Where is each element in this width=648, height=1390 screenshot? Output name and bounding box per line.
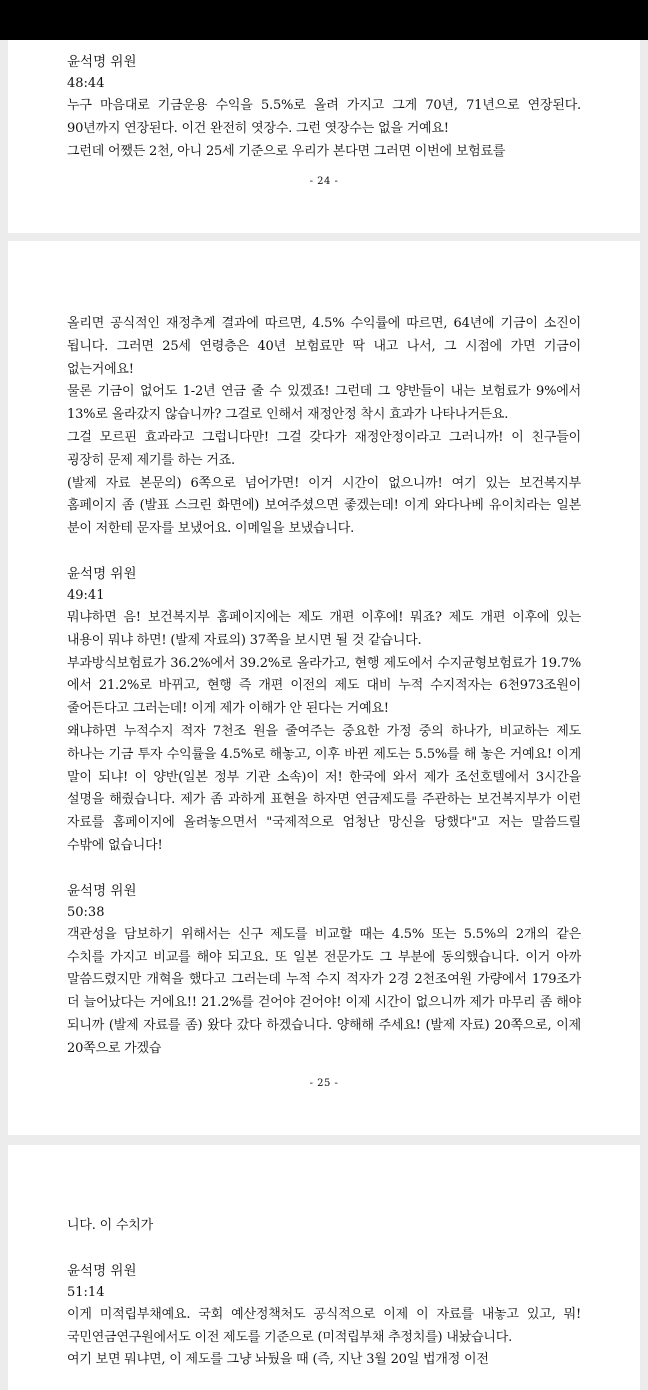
paragraph: (발제 자료 본문의) 6쪽으로 넘어가면! 이거 시간이 없으니까! 여기 있는 보건복지부 홈페이지 좀 (발표 스크린 화면에) 보여주셨으면 좋겠는데! 이게 와다나베 유이치라는 일본 분이 저한테 문자를 보냈어요. 이메일을 보냈습니다. xyxy=(67,475,581,537)
speaker-name: 윤석명 위원 xyxy=(67,54,137,70)
paragraph: 부과방식보험료가 36.2%에서 39.2%로 올라가고, 현행 제도에서 수지균형보험료가 19.7%에서 21.2%로 바뀌고, 현행 즉 개편 이전의 제도 대비 누적 수지적자는 6천973조원이 줄어든다고 그러는데! 이게 제가 이해가 안 된다는 거예요! xyxy=(67,655,581,717)
timestamp: 50:38 xyxy=(67,904,105,920)
document-page-26 xyxy=(8,1145,640,1390)
paragraph: 뭐냐하면 음! 보건복지부 홈페이지에는 제도 개편 이후에! 뭐죠? 제도 개편 이후에 있는 내용이 뭐냐 하면! (발제 자료의) 37쪽을 보시면 될 것 같습니다. xyxy=(67,609,581,648)
top-status-bar xyxy=(0,0,648,40)
page-content xyxy=(67,1215,581,1372)
speaker-name: 윤석명 위원 xyxy=(67,882,137,899)
spacer xyxy=(67,541,581,563)
speaker-name: 윤석명 위원 xyxy=(67,1262,137,1279)
paragraph: 객관성을 담보하기 위해서는 신구 제도를 비교할 때는 4.5% 또는 5.5%의 2개의 같은 수치를 가지고 비교를 해야 되고요. 또 일본 전문가도 그 부분에 동의했습니다. 이거 아까 말씀드렸지만 개혁을 했다고 그러는데 누적 수지 적자가 2경 2천조여원 가량에서 179조가 더 늘어났다는 거에요!! 21.2%를 걷어야 걷어야! 이제 시간이 없으니까 제가 마무리 좀 해야 되니까 (발제 자료를 좀) 왔다 갔다 하겠습니다. 양해해 주세요! (발제 자료) 20쪽으로, 이제 20쪽으로 가겠습 xyxy=(67,926,581,1056)
paragraph: 물론 기금이 없어도 1-2년 연금 줄 수 있겠죠! 그런데 그 양반들이 내는 보험료가 9%에서 13%로 올라갔지 않습니까? 그걸로 인해서 재정안정 착시 효과가 나타나거든요. xyxy=(67,384,581,423)
paragraph: 이게 미적립부채예요. 국회 예산정책처도 공식적으로 이제 이 자료를 내놓고 있고, 뭐! 국민연금연구원에서도 이전 제도를 기준으로 (미적립부채 추정치를) 내놨습니다. xyxy=(67,1306,581,1345)
speaker-name: 윤석명 위원 xyxy=(67,565,137,582)
page-content xyxy=(67,51,581,164)
paragraph: 왜냐하면 누적수지 적자 7천조 원을 줄여주는 중요한 가정 중의 하나가, 비교하는 제도 하나는 기금 투자 수익률을 4.5%로 해놓고, 이후 바뀐 제도는 5.5%를 해 놓은 거예요! 이게 말이 되냐! 이 양반(일본 정부 기관 소속)이 저! 한국에 와서 제가 조선호텔에서 3시간을 설명을 해줬습니다. 제가 좀 과하게 표현을 하자면 연금제도를 주관하는 보건복지부가 이런 자료를 홈페이지에 올려놓으면서 "국제적으로 엄청난 망신을 당했다"고 저는 말씀드릴 수밖에 없습니다! xyxy=(67,723,581,853)
paragraph: 그런데 어쨌든 2천, 아니 25세 기준으로 우리가 본다면 그러면 이번에 보험료를 xyxy=(67,144,506,160)
paragraph: 올리면 공식적인 재정추계 결과에 따르면, 4.5% 수익률에 따르면, 64년에 기금이 소진이 됩니다. 그러면 25세 연령층은 40년 보험료만 딱 내고 나서, 그 시점에 가면 기금이 없는거에요! xyxy=(67,316,581,377)
document-page-24 xyxy=(8,40,640,233)
timestamp: 48:44 xyxy=(67,76,105,91)
paragraph: 그걸 모르핀 효과라고 그럽니다만! 그걸 갖다가 재정안정이라고 그러니까! 이 친구들이 굉장히 문제 제기를 하는 거죠. xyxy=(67,429,581,468)
timestamp: 51:14 xyxy=(67,1284,105,1300)
spacer xyxy=(67,1238,581,1260)
page-number: - 24 - xyxy=(309,176,339,187)
paragraph: 누구 마음대로 기금운용 수익을 5.5%로 올려 가지고 그게 70년, 71년으로 연장된다. 90년까지 연장된다. 이건 완전히 엿장수. 그런 엿장수는 없을 거예요! xyxy=(67,98,581,136)
spacer xyxy=(67,858,581,880)
paragraph: 니다. 이 수치가 xyxy=(67,1218,153,1233)
page-number: - 25 - xyxy=(309,1078,339,1089)
page-content xyxy=(67,313,581,1061)
paragraph: 여기 보면 뭐냐면, 이 제도를 그냥 놔뒀을 때 (즉, 지난 3월 20일 법개정 이전 xyxy=(67,1352,489,1368)
document-page-25 xyxy=(8,241,640,1135)
timestamp: 49:41 xyxy=(67,587,105,603)
